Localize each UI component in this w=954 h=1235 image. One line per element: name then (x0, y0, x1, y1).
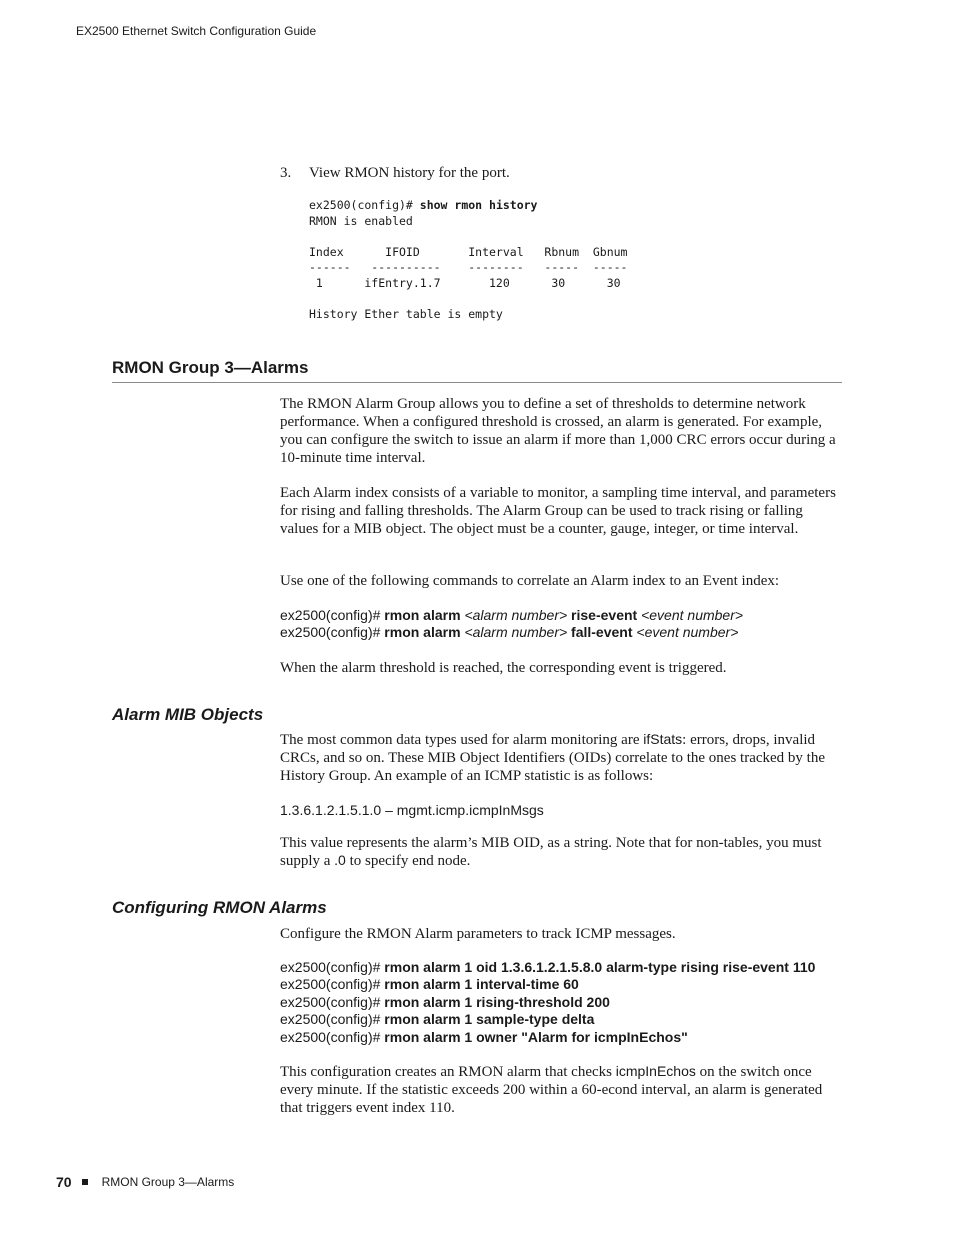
code-line-command (309, 198, 628, 214)
code-table-rule: ------ ---------- -------- ----- ----- (309, 260, 628, 275)
subsection-heading: Alarm MIB Objects (112, 705, 264, 724)
running-header: EX2500 Ethernet Switch Configuration Guide (76, 24, 317, 38)
inline-code: ifStats (643, 731, 683, 747)
code-line: RMON is enabled (309, 213, 413, 228)
section-rule (112, 382, 842, 383)
code-prompt: ex2500(config)# (309, 198, 420, 212)
square-bullet-icon (82, 1179, 88, 1185)
paragraph: When the alarm threshold is reached, the corresponding event is triggered. (280, 660, 727, 676)
inline-code: icmpInEchos (615, 1063, 696, 1079)
command-line: ex2500(config)# rmon alarm 1 sample-type delta (280, 1011, 595, 1028)
command-line: ex2500(config)# rmon alarm 1 interval-time 60 (280, 976, 579, 993)
command-line: ex2500(config)# rmon alarm <alarm number> rise-event <event number> (280, 607, 744, 623)
code-table-row: 1 ifEntry.1.7 120 30 30 (309, 275, 621, 290)
subsection-heading: Configuring RMON Alarms (112, 898, 327, 917)
code-line: History Ether table is empty (309, 307, 503, 322)
paragraph: Configure the RMON Alarm parameters to track ICMP messages. (280, 926, 676, 942)
paragraph: This configuration creates an RMON alarm that checks icmpInEchos on the switch once every minute. If the statistic exceeds 200 within a 60-econd interval, an alarm is generated that triggers event index 110. (280, 1063, 823, 1116)
footer-section: RMON Group 3—Alarms (101, 1175, 235, 1189)
paragraph: This value represents the alarm’s MIB OID, as a string. Note that for non-tables, you must supply a .0 to specify end node. (280, 835, 822, 869)
command-syntax (280, 607, 842, 642)
command-line: ex2500(config)# rmon alarm 1 owner "Alarm for icmpInEchos" (280, 1028, 688, 1045)
page-number: 70 (56, 1174, 72, 1190)
config-commands (280, 959, 880, 1046)
page-footer (56, 1174, 234, 1190)
command-line: ex2500(config)# rmon alarm <alarm number> fall-event <event number> (280, 624, 739, 641)
code-table-header: Index IFOID Interval Rbnum Gbnum (309, 244, 628, 259)
paragraph: Each Alarm index consists of a variable to monitor, a sampling time interval, and parameters for rising and falling thresholds. The Alarm Group can be used to track rising or falling values for a MIB object. The object must be a counter, gauge, integer, or time interval. (280, 485, 836, 537)
code-block (309, 198, 628, 323)
command-line: ex2500(config)# rmon alarm 1 oid 1.3.6.1.2.1.5.8.0 alarm-type rising rise-event 110 (280, 959, 816, 975)
step-text: View RMON history for the port. (309, 165, 510, 181)
inline-code: .0 (334, 852, 346, 868)
paragraph: The most common data types used for alarm monitoring are ifStats: errors, drops, invalid CRCs, and so on. These MIB Object Identifiers (OIDs) correlate to the ones tracked by the History Group. An example of an ICMP statistic is as follows: (280, 731, 825, 784)
code-command: show rmon history (419, 198, 538, 212)
paragraph: Use one of the following commands to correlate an Alarm index to an Event index: (280, 573, 780, 589)
step-number: 3. (280, 165, 292, 181)
command-line: ex2500(config)# rmon alarm 1 rising-threshold 200 (280, 993, 610, 1010)
oid-example: 1.3.6.1.2.1.5.1.0 – mgmt.icmp.icmpInMsgs (280, 802, 544, 818)
section-heading: RMON Group 3—Alarms (112, 358, 309, 377)
paragraph: The RMON Alarm Group allows you to define a set of thresholds to determine network performance. When a configured threshold is crossed, an alarm is generated. For example, you can configure the switch to issue an alarm if more than 1,000 CRC errors occur during a 10-minute time interval. (280, 396, 836, 466)
